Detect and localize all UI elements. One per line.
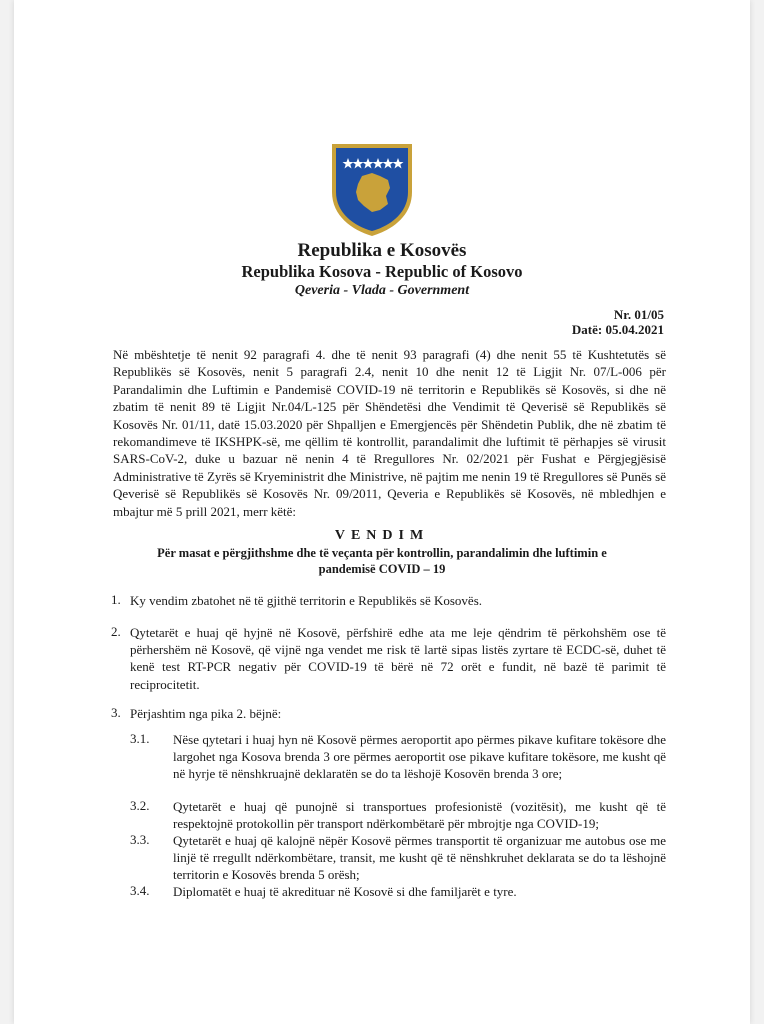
- subpoint-number: 3.3.: [130, 832, 150, 847]
- subpoint-text: Qytetarët e huaj që punojnë si transportues profesionistë (vozitësit), me kusht që të respektojnë protokollin për transport ndërkombëtarë për mbrojtje nga COVID-19;: [173, 799, 666, 832]
- document-number: Nr. 01/05: [613, 307, 664, 322]
- subpoint-text: Qytetarët e huaj që kalojnë nëpër Kosovë përmes transportit të organizuar me autobus ose me linjë të rregullt ndërkombëtare, transit, me kusht që të nënshkruhet deklarata se do ta lëshojnë territorin e Kosovës brenda 5 orësh;: [173, 833, 666, 883]
- subpoint-text: Diplomatët e huaj të akredituar në Kosovë si dhe familjarët e tyre.: [173, 884, 517, 899]
- point-number: 3.: [111, 705, 121, 720]
- subpoint-number: 3.1.: [130, 731, 150, 746]
- point-number: 2.: [111, 624, 121, 639]
- intro-paragraph: Në mbështetje të nenit 92 paragrafi 4. dhe të nenit 93 paragrafi (4) dhe nenit 55 të Kushtetutës së Republikës së Kosovës, nenit 5 paragrafi 2.4, nenit 10 dhe nenit 12 të Ligjit Nr. 07/L-006 për Parandalimin dhe Luftimin e Pandemisë COVID-19 në territorin e Republikës së Kosovës, si dhe në zbatim të nenit 89 të Ligjit Nr.04/L-125 për Shëndetësi dhe Vendimit të Qeverisë së Republikës së Kosovës Nr. 01/11, datë 15.03.2020 për Shpalljen e Emergjencës për Shëndetin Publik, dhe në zbatim të rekomandimeve të IKSHPK-së, me qëllim të kontrollit, parandalimit dhe luftimit të përhapjes së virusit SARS-CoV-2, duke u bazuar në nenin 4 të Rregullores Nr. 02/2021 për Fushat e Përgjegjësisë Administrative të Zyrës së Kryeministrit dhe Ministrive, në pajtim me nenin 19 të Rregullores së Punës së Qeverisë së Republikës së Kosovës Nr. 09/2011, Qeveria e Republikës së Kosovës, në mbledhjen e mbajtur më 5 prill 2021, merr këtë:: [113, 347, 666, 519]
- subpoint-text: Nëse qytetari i huaj hyn në Kosovë përmes aeroportit apo përmes pikave kufitare tokësore dhe largohet nga Kosova brenda 3 ore përmes aeroportit ose pikave kufitare tokësore, me kusht që në hyrje të nënshkruajnë deklaratën se do ta lëshojë Kosovën brenda 3 ore;: [173, 732, 666, 782]
- point-text: Qytetarët e huaj që hyjnë në Kosovë, përfshirë edhe ata me leje qëndrim të përkohshëm ose të përhershëm në Kosovë, që vijnë nga vendet me risk të lartë sipas listës zyrtare të ECDC-së, duhet të kenë test RT-PCR negativ për COVID-19 të bërë në 72 orët e fundit, në bazë të parimit të reciprocitetit.: [130, 625, 666, 692]
- point-text: Ky vendim zbatohet në të gjithë territorin e Republikës së Kosovës.: [130, 593, 482, 608]
- header-republika-kosoves: Republika e Kosovës: [297, 240, 467, 261]
- point-text: Përjashtim nga pika 2. bëjnë:: [130, 706, 282, 721]
- kosovo-coat-of-arms: [328, 140, 416, 238]
- subpoint-number: 3.4.: [130, 883, 150, 898]
- subpoint-number: 3.2.: [130, 798, 150, 813]
- header-republic-multilingual: Republika Kosova - Republic of Kosovo: [241, 262, 523, 281]
- decision-subtitle: Për masat e përgjithshme dhe të veçanta për kontrollin, parandalimin dhe luftimin e pandemisë COVID – 19: [157, 546, 607, 576]
- document-date: Datë: 05.04.2021: [571, 322, 664, 337]
- point-number: 1.: [111, 592, 121, 607]
- decision-title: VENDIM: [334, 528, 430, 543]
- header-government: Qeveria - Vlada - Government: [294, 283, 470, 298]
